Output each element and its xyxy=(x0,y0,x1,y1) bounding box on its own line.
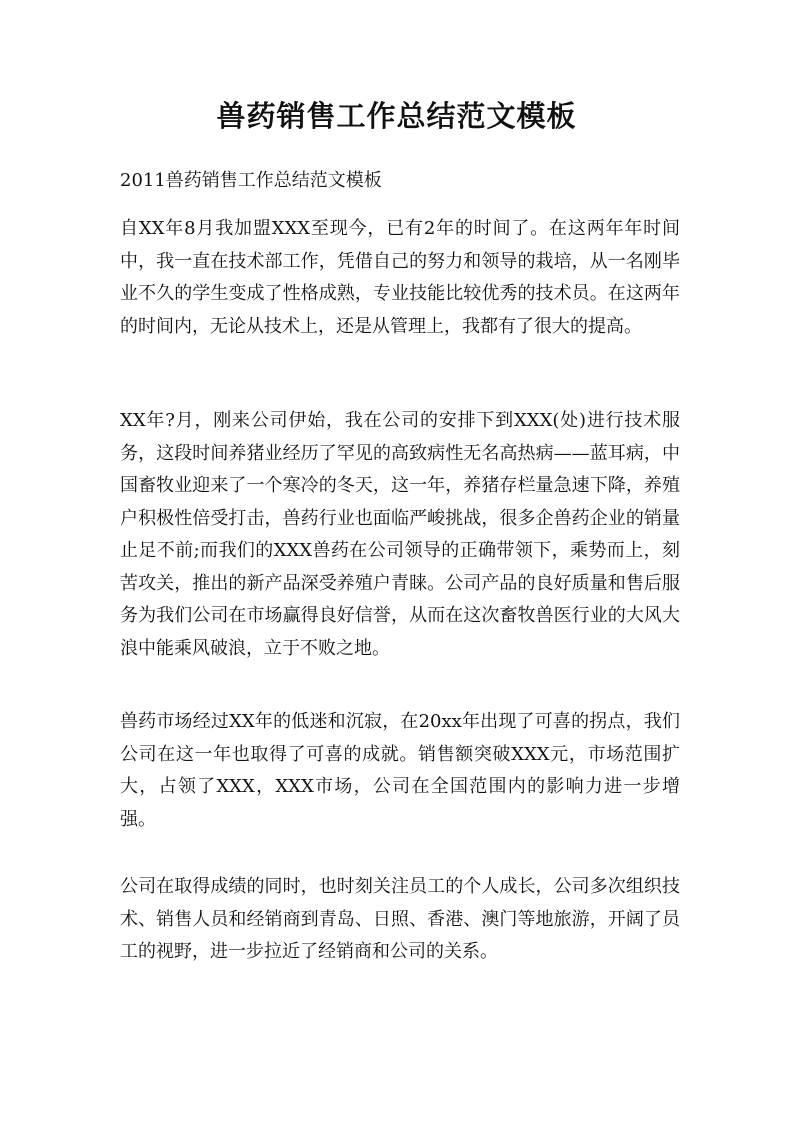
document-title: 兽药销售工作总结范文模板 xyxy=(216,99,577,133)
paragraph: XX年?月，刚来公司伊始，我在公司的安排下到XXX(处)进行技术服务，这段时间养猪业经历了罕见的高致病性无名高热病——蓝耳病，中国畜牧业迎来了一个寒冷的冬天，这一年，养猪存栏量急速下降，养殖户积极性倍受打击，兽药行业也面临严峻挑战，很多企兽药企业的销量止足不前;而我们的XXX兽药在公司领导的正确带领下，乘势而上，刻苦攻关，推出的新产品深受养殖户青睐。公司产品的良好质量和售后服务为我们公司在市场赢得良好信誉，从而在这次畜牧兽医行业的大风大浪中能乘风破浪，立于不败之地。 xyxy=(120,410,680,659)
paragraph: 自XX年8月我加盟XXX至现今，已有2年的时间了。在这两年年时间中，我一直在技术部工作，凭借自己的努力和领导的栽培，从一名刚毕业不久的学生变成了性格成熟，专业技能比较优秀的技术员。在这两年的时间内，无论从技术上，还是从管理上，我都有了很大的提高。 xyxy=(120,218,680,337)
paragraph: 兽药市场经过XX年的低迷和沉寂，在20xx年出现了可喜的拐点，我们公司在这一年也取得了可喜的成就。销售额突破XXX元，市场范围扩大，占领了XXX，XXX市场，公司在全国范围内的影响力进一步增强。 xyxy=(120,711,680,830)
document-subtitle: 2011兽药销售工作总结范文模板 xyxy=(120,170,382,191)
paragraph: 公司在取得成绩的同时，也时刻关注员工的个人成长，公司多次组织技术、销售人员和经销商到青岛、日照、香港、澳门等地旅游，开阔了员工的视野，进一步拉近了经销商和公司的关系。 xyxy=(120,876,680,962)
